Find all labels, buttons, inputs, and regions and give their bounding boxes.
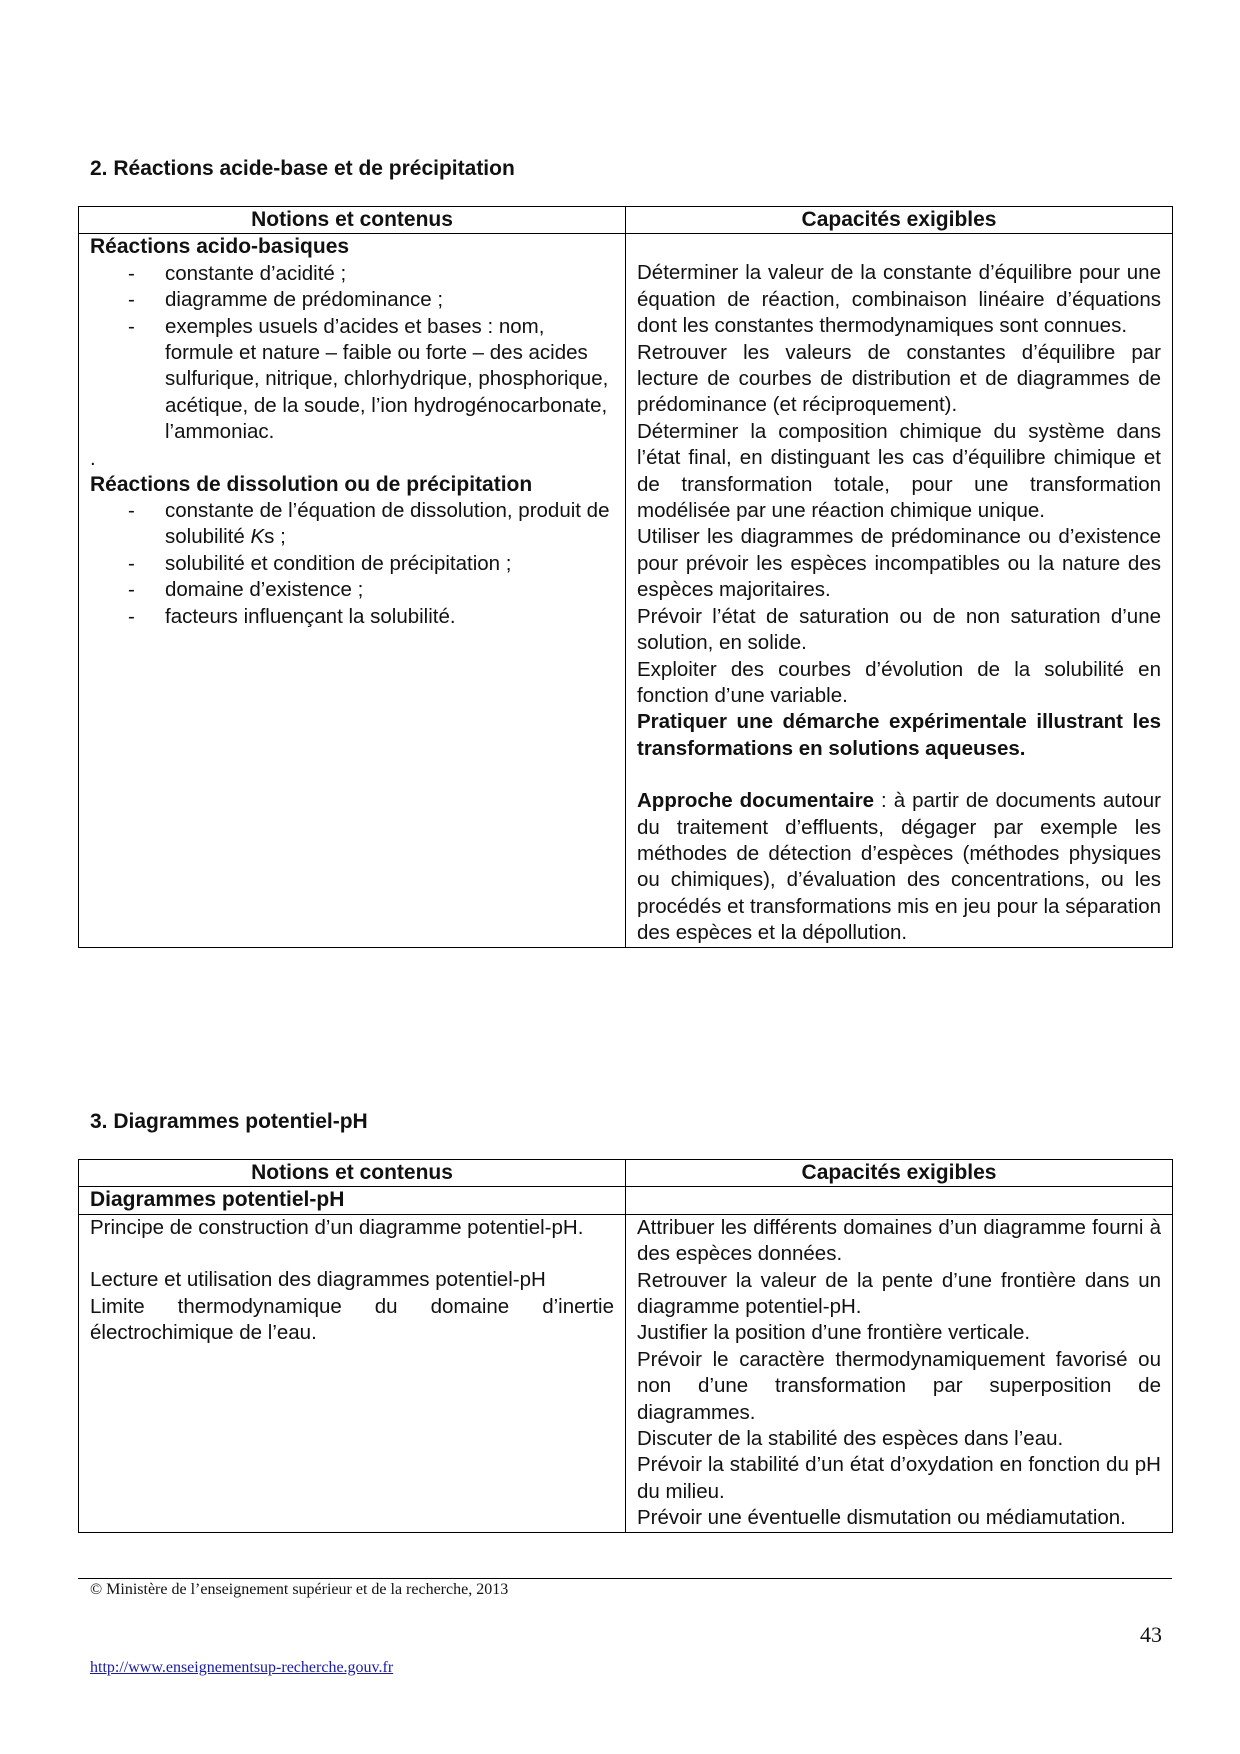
documentary-label: Approche documentaire xyxy=(637,789,875,813)
notions-cell xyxy=(79,234,626,947)
table-row xyxy=(79,234,1173,947)
page-number: 43 xyxy=(1140,1622,1162,1647)
notion-text: Principe de construction d’un diagramme potentiel-pH. xyxy=(90,1215,584,1239)
section-3-title: 3. Diagrammes potentiel-pH xyxy=(90,1110,368,1133)
list-item: - facteurs influençant la solubilité. xyxy=(90,604,614,630)
dash-marker: - xyxy=(128,261,135,285)
empty-cell xyxy=(626,1187,1173,1214)
section-2-table xyxy=(78,206,1173,948)
dash-marker: - xyxy=(128,551,135,575)
table-row xyxy=(79,1214,1173,1532)
ministry-url-link[interactable]: http://www.enseignementsup-recherche.gouv.fr xyxy=(90,1659,394,1676)
list-item: - exemples usuels d’acides et bases : nom, formule et nature – faible ou forte – des acides sulfurique, nitrique, chlorhydrique, phosphorique, acétique, de la soude, l’ion hydrogénocarbonate, l’ammoniac. xyxy=(128,314,609,444)
dash-marker: - xyxy=(128,499,135,523)
topic-2-list xyxy=(90,498,614,630)
header-capacites: Capacités exigibles xyxy=(626,1160,1173,1187)
capacity-text: Discuter de la stabilité des espèces dans l’eau. xyxy=(637,1427,1064,1451)
documentary-approach: Approche documentaire : à partir de documents autour du traitement d’effluents, dégager par exemple les méthodes de détection d’espèces (méthodes physiques ou chimiques), d’évaluation des concentrations, ou les procédés et transformations mis en jeu pour la séparation des espèces et la dépollution. xyxy=(637,789,1161,945)
capacity-text: Prévoir le caractère thermodynamiquement favorisé ou non d’une transformation par superposition de diagrammes. xyxy=(637,1347,1161,1424)
capacity-text: Prévoir une éventuelle dismutation ou médiamutation. xyxy=(637,1506,1126,1530)
section-3-table xyxy=(78,1159,1173,1533)
section-2-title: 2. Réactions acide-base et de précipitation xyxy=(90,157,515,180)
dash-marker: - xyxy=(128,578,135,602)
capacites-cell xyxy=(626,234,1173,947)
notion-text: Lecture et utilisation des diagrammes potentiel-pH xyxy=(90,1268,546,1292)
list-item: - solubilité et condition de précipitation ; xyxy=(90,551,614,577)
topic-1-list xyxy=(90,261,614,446)
capacites-cell xyxy=(626,1214,1173,1532)
ks-symbol: K xyxy=(250,525,265,549)
capacity-text: Retrouver la valeur de la pente d’une frontière dans un diagramme potentiel-pH. xyxy=(637,1268,1161,1319)
topic-dissolution: Réactions de dissolution ou de précipitation xyxy=(90,472,533,496)
list-item: - domaine d’existence ; xyxy=(90,577,614,603)
capacity-text: Utiliser les diagrammes de prédominance ou d’existence pour prévoir les espèces incompatibles ou la nature des espèces majoritaires. xyxy=(637,525,1161,602)
table-header-row xyxy=(79,1160,1173,1187)
capacity-text: Prévoir l’état de saturation ou de non saturation d’une solution, en solide. xyxy=(637,604,1161,655)
copyright-notice: © Ministère de l’enseignement supérieur et de la recherche, 2013 xyxy=(90,1581,509,1598)
practice-text: Pratiquer une démarche expérimentale illustrant les transformations en solutions aqueuses. xyxy=(637,710,1161,760)
dash-marker: - xyxy=(128,288,135,312)
capacity-text: Déterminer la valeur de la constante d’équilibre pour une équation de réaction, combinaison linéaire d’équations dont les constantes thermodynamiques sont connues. xyxy=(637,261,1161,338)
capacity-text: Justifier la position d’une frontière verticale. xyxy=(637,1321,1031,1345)
list-item: - diagramme de prédominance ; xyxy=(90,287,614,313)
capacity-text: Retrouver les valeurs de constantes d’équilibre par lecture de courbes de distribution et de diagrammes de prédominance (et réciproquement). xyxy=(637,340,1161,417)
header-capacites: Capacités exigibles xyxy=(626,207,1173,234)
footer-divider xyxy=(78,1578,1172,1579)
capacity-text: Prévoir la stabilité d’un état d’oxydation en fonction du pH du milieu. xyxy=(637,1453,1161,1503)
topic-potentiel-ph: Diagrammes potentiel-pH xyxy=(79,1187,626,1214)
list-item: - constante d’acidité ; xyxy=(90,261,614,287)
capacity-text: Exploiter des courbes d’évolution de la solubilité en fonction d’une variable. xyxy=(637,657,1161,707)
stray-dot: . xyxy=(90,446,96,470)
topic-acido-basiques: Réactions acido-basiques xyxy=(90,235,350,259)
capacity-text: Attribuer les différents domaines d’un diagramme fourni à des espèces données. xyxy=(637,1215,1161,1266)
header-notions: Notions et contenus xyxy=(79,1160,626,1187)
table-row xyxy=(79,1187,1173,1214)
list-item: - constante de l’équation de dissolution, produit de solubilité Ks ; xyxy=(128,499,610,549)
notion-text: Limite thermodynamique du domaine d’inertie électrochimique de l’eau. xyxy=(90,1294,614,1345)
dash-marker: - xyxy=(128,604,135,628)
dash-marker: - xyxy=(128,314,135,338)
capacity-text: Déterminer la composition chimique du système dans l’état final, en distinguant les cas d’équilibre chimique et de transformation totale, pour une transformation modélisée par une réaction chimique unique. xyxy=(637,419,1161,523)
notions-cell xyxy=(79,1214,626,1532)
table-header-row xyxy=(79,207,1173,234)
header-notions: Notions et contenus xyxy=(79,207,626,234)
